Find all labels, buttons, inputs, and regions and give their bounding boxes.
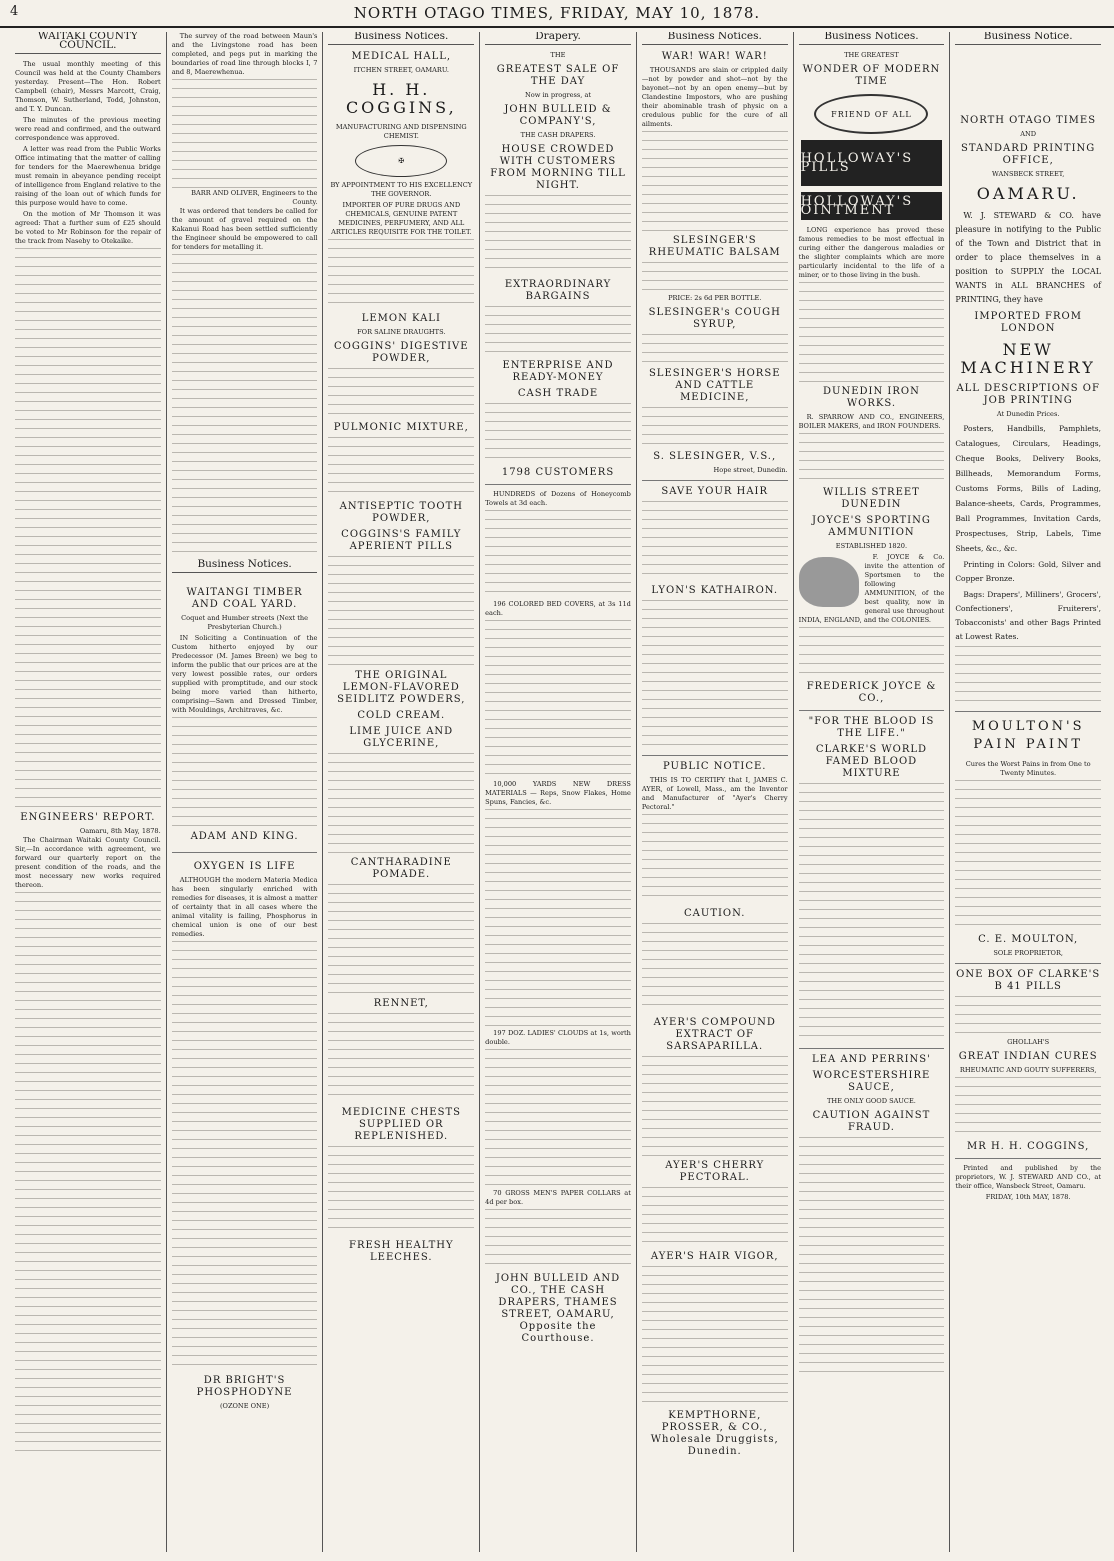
oxygen-ad [172, 853, 318, 1419]
coggins-name: H. H. COGGINS, [345, 80, 457, 117]
column-5 [636, 32, 793, 1552]
bags-text [955, 646, 1101, 706]
paper-name: NORTH OTAGO TIMES [960, 115, 1097, 126]
only-good-sauce: THE ONLY GOOD SAUCE. [827, 1097, 916, 1105]
coggins-appointment: BY APPOINTMENT TO HIS EXCELLENCY THE GOVERNOR. [330, 181, 473, 198]
timber-yard-ad [172, 579, 318, 853]
rheumatic-balsam: SLESINGER'S RHEUMATIC BALSAM [648, 235, 781, 258]
save-your-hair: SAVE YOUR HAIR [661, 486, 769, 497]
sale-the: THE [550, 51, 566, 59]
new-machinery: NEW MACHINERY [960, 340, 1096, 377]
item-paper-collars: 70 GROSS MEN'S PAPER COLLARS at 4d per box. [485, 1189, 631, 1206]
moulton-pain-paint: MOULTON'S PAIN PAINT [971, 719, 1085, 752]
vigor-text [642, 1266, 788, 1406]
digestive-text [328, 368, 474, 418]
items-text-2 [485, 620, 631, 780]
greatest-sale: GREATEST SALE OF THE DAY [496, 64, 620, 87]
extraordinary-bargains: EXTRAORDINARY BARGAINS [504, 279, 612, 302]
item-towels: HUNDREDS of Dozens of Honeycomb Towels at 3d each. [485, 490, 631, 507]
page-number: 4 [10, 4, 19, 19]
pectoral-text [642, 1187, 788, 1247]
kathairon-text [642, 600, 788, 750]
moulton-text [955, 780, 1101, 930]
worcestershire-sauce: WORCESTERSHIRE SAUCE, [812, 1070, 931, 1093]
business-notices-heading-3: Business Notices. [328, 32, 474, 45]
cash-trade-text [485, 403, 631, 463]
council-para-3: A letter was read from the Public Works Office intimating that the matter of calling for tenders for the Maerewhenua bridge must remain in abeyance pending receipt of intelligence from England relative to the raising of the loan out of which funds for this purpose would have to come. [15, 145, 161, 207]
survey-para: The survey of the road between Maun's and the Livingstone road has been completed, and pegs put in marking the boundaries of road line through blocks I, 7 and 8, Maerewhenua. [171, 32, 318, 76]
dunedin-prices: At Dunedin Prices. [996, 410, 1060, 418]
lime-juice-text [328, 753, 474, 853]
coggins-agent: MR H. H. COGGINS, [967, 1141, 1090, 1152]
office-street: WANSBECK STREET, [992, 170, 1065, 178]
paper-and: AND [1020, 130, 1037, 138]
sparrow-body: R. SPARROW AND CO., ENGINEERS, BOILER MAKERS, and IRON FOUNDERS. [798, 413, 945, 430]
cash-drapers: THE CASH DRAPERS. [520, 131, 596, 139]
war-text [642, 131, 788, 231]
pulmonic-mixture: PULMONIC MIXTURE, [333, 422, 469, 433]
moulton-sub: Cures the Worst Pains in from One to Twenty Minutes. [965, 760, 1091, 777]
imported-from-london: IMPORTED FROM LONDON [974, 311, 1082, 334]
certify-text [642, 814, 788, 904]
column-1 [10, 32, 166, 1552]
kathairon: LYON'S KATHAIRON. [651, 585, 779, 596]
joyce-body: F. JOYCE & Co. invite the attention of Sportsmen to the following AMMUNITION, of the best quality, now in general use throughout INDIA, ENGLAND, and the COLONIES. [798, 553, 945, 624]
war-body: THOUSANDS are slain or crippled daily—not by powder and shot—not by the bayonet—not by an open enemy—but by Clandestine Impostors, who are pushing their abominable trash of physic on a credulous public for the cure of all ailments. [641, 66, 788, 128]
engineers-report-text [15, 892, 161, 1452]
item-bed-covers: 196 COLORED BED COVERS, at 3s 11d each. [485, 600, 631, 617]
blood-quote: "FOR THE BLOOD IS THE LIFE." [808, 716, 935, 739]
caution-heading: CAUTION. [684, 908, 746, 919]
bulleid-company: JOHN BULLEID & COMPANY'S, [504, 104, 612, 127]
coggins-trade: MANUFACTURING AND DISPENSING CHEMIST. [335, 123, 467, 140]
timber-yard-signature: ADAM AND KING. [190, 831, 299, 842]
clarke-text [799, 783, 945, 1043]
cough-text [642, 334, 788, 364]
survey-text [172, 79, 318, 189]
timber-yard-body: IN Soliciting a Continuation of the Custom hitherto enjoyed by our Predecessor (M. James Breen) we beg to inform the public that our prices are at the very lowest possible rates, our orders supplied with promptitude, and our stock being more varied than hitherto, comprising—Sawn and Dressed Timber, with Mouldings, Architraves, &c. [171, 634, 318, 714]
rheumatic-sufferers: RHEUMATIC AND GOUTY SUFFERERS, [959, 1066, 1097, 1074]
ayer-agents: KEMPTHORNE, PROSSER, & CO., Wholesale Druggists, Dunedin. [650, 1410, 779, 1457]
moulton-role: SOLE PROPRIETOR, [993, 949, 1064, 957]
digestive-powder: COGGINS' DIGESTIVE POWDER, [334, 341, 469, 364]
cold-cream: COLD CREAM. [357, 710, 446, 721]
imprint: Printed and published by the proprietors, W. J. STEWARD AND CO., at their office, Wansbeck Street, Oamaru. [955, 1164, 1102, 1190]
column-4 [479, 32, 636, 1552]
holloway-text [799, 282, 945, 382]
timber-yard-title: WAITANGI TIMBER AND COAL YARD. [186, 587, 303, 610]
medicine-chests-text [328, 1146, 474, 1236]
phosphodyne-tag: (OZONE ONE) [219, 1402, 270, 1410]
caution-fraud: CAUTION AGAINST FRAUD. [812, 1110, 931, 1133]
business-notices-heading: Business Notices. [172, 560, 318, 573]
printing-office: STANDARD PRINTING OFFICE, [961, 143, 1096, 166]
friend-of-all-badge: FRIEND OF ALL [814, 94, 928, 134]
sarsaparilla: AYER'S COMPOUND EXTRACT OF SARSAPARILLA. [653, 1017, 776, 1052]
joyce-name: FREDERICK JOYCE & CO., [806, 681, 937, 704]
sarsaparilla-text [642, 1056, 788, 1156]
office-town: OAMARU. [976, 184, 1080, 203]
lemon-kali-sub: FOR SALINE DRAUGHTS. [357, 328, 446, 336]
war-heading: WAR! WAR! WAR! [661, 51, 768, 62]
oxygen-text [172, 941, 318, 1371]
items-text-3 [485, 809, 631, 1029]
moulton-name: C. E. MOULTON, [978, 934, 1079, 945]
lea-perrins: LEA AND PERRINS' [812, 1054, 931, 1065]
joyce-established: ESTABLISHED 1820. [835, 542, 908, 550]
bargains-text [485, 306, 631, 356]
coggins-text [328, 239, 474, 309]
sale-progress: Now in progress, at [524, 91, 592, 99]
clarke-pills: ONE BOX OF CLARKE'S B 41 PILLS [956, 969, 1101, 992]
items-text-4 [485, 1049, 631, 1189]
tenders-para: It was ordered that tenders be called for the amount of gravel required on the Kakanui Road has been settled sufficiently the Engineer should be empowered to call for tenders for metalling it. [171, 207, 318, 251]
public-notice: PUBLIC NOTICE. [663, 761, 767, 772]
sparrow-text [799, 433, 945, 483]
caution-text [642, 923, 788, 1013]
council-para-1: The usual monthly meeting of this Council was held at the County Chambers yesterday. Present—The Hon. Robert Campbell (chair), Messrs Marcott, Craig, Thomson, W. Sutherland, Todd, Johnston, and T. Y. Duncan. [15, 60, 161, 113]
pulmonic-text [328, 437, 474, 497]
council-para-4: On the motion of Mr Thomson it was agreed: That a further sum of £25 should be voted to Mr Robinson for the repair of the track from Naseby to Otekaike. [15, 210, 161, 245]
horse-medicine: SLESINGER'S HORSE AND CATTLE MEDICINE, [648, 368, 781, 403]
holloway-pills-logo: HOLLOWAY'S PILLS [801, 140, 943, 186]
column-2 [166, 32, 323, 1552]
sale-text [485, 195, 631, 275]
house-crowded: HOUSE CROWDED WITH CUSTOMERS FROM MORNING TILL NIGHT. [490, 144, 626, 191]
cash-trade: CASH TRADE [517, 388, 599, 399]
tooth-powder: ANTISEPTIC TOOTH POWDER, [339, 501, 463, 524]
seidlitz-powders: THE ORIGINAL LEMON-FLAVORED SEIDLITZ POWDERS, [337, 670, 466, 705]
cantharadine-pomade: CANTHARADINE POMADE. [350, 857, 452, 880]
item-dress-materials: 10,000 YARDS NEW DRESS MATERIALS — Reps, Snow Flakes, Home Spuns, Fancies, &c. [485, 780, 631, 806]
items-text-1 [485, 510, 631, 600]
cough-syrup: SLESINGER's COUGH SYRUP, [648, 307, 781, 330]
engineers-report-date: Oamaru, 8th May, 1878. [79, 827, 161, 835]
engineers-report-heading: ENGINEERS' REPORT. [20, 812, 156, 823]
clarke-pills-text [955, 996, 1101, 1036]
hollah: GHOLLAH'S [1007, 1038, 1050, 1046]
engineers-report-body: The Chairman Waitaki County Council. Sir,—In accordance with agreement, we forward our quarterly report on the present condition of the roads, and the most necessary new works required thereon. [15, 836, 161, 889]
item-ladies-clouds: 197 DOZ. LADIES' CLOUDS at 1s, worth double. [485, 1029, 631, 1046]
hair-text [642, 501, 788, 581]
steward-notice: W. J. STEWARD & CO. have pleasure in notifying to the Public of the Town and District that in order to place themselves in a position to SUPPLY the LOCAL WANTS in ALL BRANCHES of PRINTING, they have [955, 211, 1102, 304]
dog-illustration-icon [799, 557, 859, 607]
horse-text [642, 407, 788, 447]
cantharadine-text [328, 884, 474, 994]
phosphodyne-title: DR BRIGHT'S PHOSPHODYNE [196, 1375, 293, 1398]
newspaper-title: NORTH OTAGO TIMES, FRIDAY, MAY 10, 1878. [353, 4, 761, 22]
drapery-heading: Drapery. [485, 32, 631, 45]
enterprise: ENTERPRISE AND READY-MONEY [502, 360, 614, 383]
timber-yard-text [172, 717, 318, 827]
holloway-ointment-logo: HOLLOWAY'S OINTMENT [801, 192, 943, 220]
council-text-body [15, 248, 161, 808]
bulleid-address: JOHN BULLEID AND CO., THE CASH DRAPERS, THAMES STREET, OAMARU, Opposite the Courthouse. [495, 1273, 621, 1344]
medicine-chests: MEDICINE CHESTS SUPPLIED OR REPLENISHED. [341, 1107, 461, 1142]
oxygen-body: ALTHOUGH the modern Materia Medica has been singularly enriched with remedies for diseases, it is almost a matter of certainty that in all cases where the animal vitality is failing, Phosphorus in chemical union is one of our best remedies. [171, 876, 318, 938]
column-7 [949, 32, 1106, 1552]
wonder-heading: WONDER OF MODERN TIME [802, 64, 941, 87]
column-3 [322, 32, 479, 1552]
lemon-kali: LEMON KALI [361, 313, 441, 324]
masthead [0, 0, 1114, 28]
items-text-5 [485, 1209, 631, 1269]
engineers-signature: BARR AND OLIVER, Engineers to the County. [191, 189, 318, 206]
coggins-importer: IMPORTER OF PURE DRUGS AND CHEMICALS, GENUINE PATENT MEDICINES, PERFUMERY, AND ALL ARTICLES REQUISITE FOR THE TOILET. [331, 201, 472, 236]
fraud-text [799, 1137, 945, 1377]
slesinger-address: Hope street, Dunedin. [713, 466, 788, 474]
joyce-ammunition: JOYCE'S SPORTING AMMUNITION [812, 515, 931, 538]
business-notices-heading-6: Business Notices. [799, 32, 945, 45]
willis-street: WILLIS STREET DUNEDIN [823, 487, 920, 510]
slesinger-name: S. SLESINGER, V.S., [653, 451, 777, 462]
indian-cures: GREAT INDIAN CURES [958, 1051, 1098, 1062]
hair-vigor: AYER'S HAIR VIGOR, [650, 1251, 779, 1262]
printing-colors: Printing in Colors: Gold, Silver and Copper Bronze. [955, 560, 1102, 583]
itchen-street: ITCHEN STREET, OAMARU. [353, 66, 449, 74]
council-heading: WAITAKI COUNTY COUNCIL. [15, 32, 161, 54]
indian-cures-text [955, 1077, 1101, 1137]
ayer-certify: THIS IS TO CERTIFY that I, JAMES C. AYER, of Lowell, Mass., am the Inventor and Manufacturer of "Ayer's Cherry Pectoral." [641, 776, 788, 811]
iron-works: DUNEDIN IRON WORKS. [823, 386, 920, 409]
joyce-text [799, 627, 945, 677]
greatest-label: THE GREATEST [844, 51, 899, 59]
business-notice-heading-7: Business Notice. [955, 32, 1101, 45]
balsam-price: PRICE: 2s 6d PER BOTTLE. [668, 294, 762, 302]
tenders-text [172, 254, 318, 554]
job-printing: ALL DESCRIPTIONS OF JOB PRINTING [956, 383, 1100, 406]
issue-date: FRIDAY, 10th MAY, 1878. [985, 1193, 1071, 1201]
aperient-text [328, 556, 474, 666]
column-6 [793, 32, 950, 1552]
leeches: FRESH HEALTHY LEECHES. [349, 1240, 454, 1263]
rennet-text [328, 1013, 474, 1103]
balsam-text [642, 262, 788, 292]
council-para-2: The minutes of the previous meeting were read and confirmed, and the outward correspondence was approved. [15, 116, 161, 142]
royal-arms-icon: ✠ [355, 145, 447, 177]
columns [10, 32, 1106, 1552]
printing-list: Posters, Handbills, Pamphlets, Catalogues, Circulars, Headings, Cheque Books, Delivery Books, Billheads, Memorandum Forms, Customs Forms, Bills of Lading, Balance-sheets, Cards, Programmes, Ball Programmes, Invitation Cards, Prospectuses, Strip, Labels, Time Sheets, &c., &c. [955, 424, 1102, 553]
medical-hall: MEDICAL HALL, [351, 51, 452, 62]
timber-yard-address: Coquet and Humber streets (Next the Presbyterian Church.) [181, 614, 309, 631]
oxygen-title: OXYGEN IS LIFE [193, 861, 296, 872]
cherry-pectoral: AYER'S CHERRY PECTORAL. [665, 1160, 765, 1183]
business-notices-heading-5: Business Notices. [642, 32, 788, 45]
clarke-blood-mixture: CLARKE'S WORLD FAMED BLOOD MIXTURE [815, 744, 928, 779]
rennet: RENNET, [373, 998, 429, 1009]
customers-count: 1798 CUSTOMERS [501, 467, 615, 478]
lime-juice: LIME JUICE AND GLYCERINE, [349, 726, 454, 749]
aperient-pills: COGGINS'S FAMILY APERIENT PILLS [341, 529, 462, 552]
holloway-body: LONG experience has proved these famous remedies to be most effectual in curing either the dangerous maladies or the slighter complaints which are more particularly incidental to the life of a miner, or to those living in the bush. [798, 226, 945, 279]
printed-bags: Bags: Drapers', Milliners', Grocers', Confectioners', Fruiterers', Tobacconists' and other Bags Printed at Lowest Rates. [955, 590, 1102, 641]
